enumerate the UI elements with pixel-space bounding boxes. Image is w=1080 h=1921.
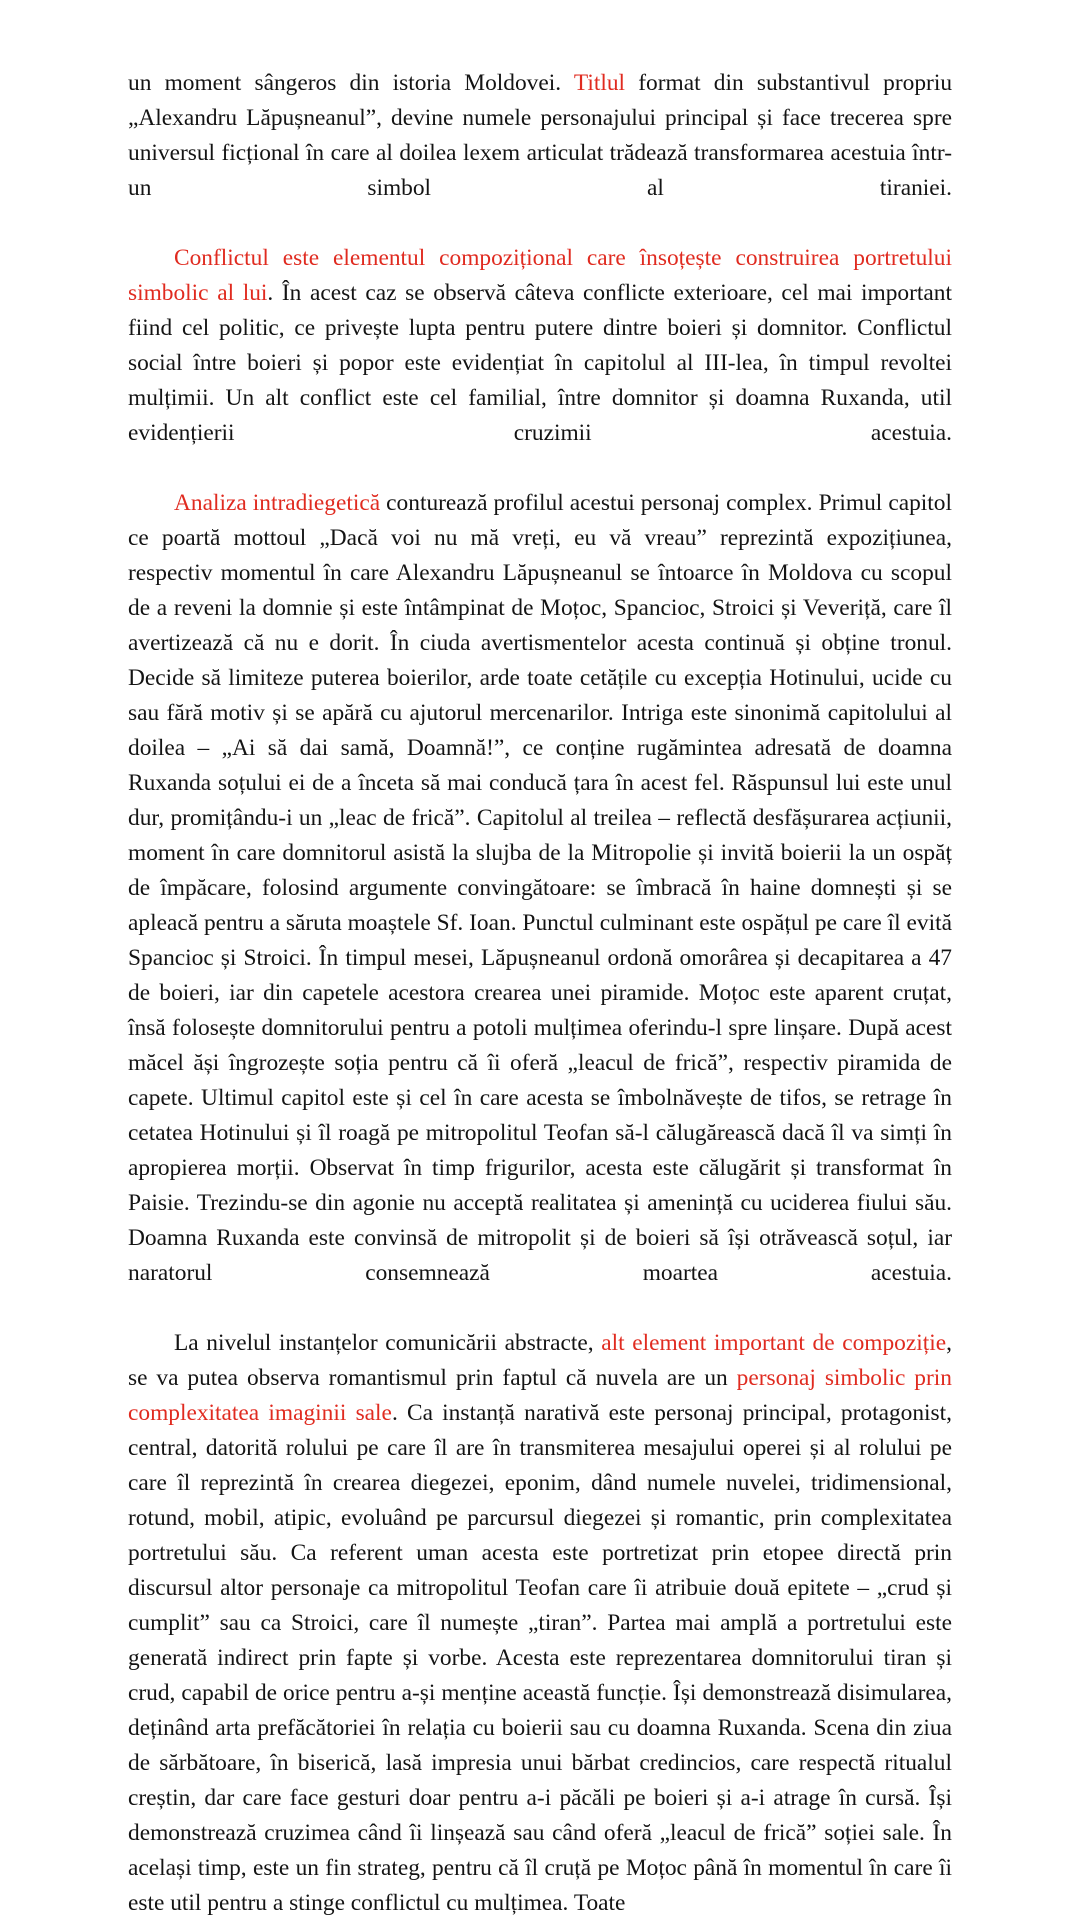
body-text: un moment sângeros din istoria Moldovei.	[128, 70, 574, 96]
body-text: . Ca instanță narativă este personaj principal, protagonist, central, datorită rolului pe care îl are în transmiterea mesajului operei și al rolului pe care îl reprezintă în crearea diegezei, eponim, dând numele nuvelei, tridimensional, rotund, mobil, atipic, evoluând pe parcursul diegezei și romantic, prin complexitatea portretului său. Ca referent uman acesta este portretizat prin etopee directă prin discursul altor personaje ca mitropolitul Teofan care îi atribuie două epitete – „crud și cumplit” sau ca Stroici, care îl numește „tiran”. Partea mai amplă a portretului este generată indirect prin fapte și vorbe. Acesta este reprezentarea domnitorului tiran și crud, capabil de orice pentru a-și menține această funcție. Își demonstrează disimularea, deținând arta prefăcătoriei în relația cu boierii sau cu doamna Ruxanda. Scena din ziua de sărbătoare, în biserică, lasă impresia unui bărbat credincios, care respectă ritualul creștin, dar care face gesturi doar pentru a-i păcăli pe boieri și a-i atrage în cursă. Își demonstrează cruzimea când îi linșează sau când oferă „leacul de frică” soției sale. În același timp, este un fin strateg, pentru că îl cruță pe Moțoc până în momentul în care îi este util pentru a stinge conflictul cu mulțimea. Toate	[128, 1400, 952, 1916]
highlighted-text: Analiza intradiegetică	[174, 490, 381, 516]
highlighted-text: personaj simbolic prin complexitatea imaginii sale	[128, 1365, 952, 1426]
text-column	[128, 66, 952, 1921]
paragraph-p2	[128, 241, 952, 486]
body-text: , se va putea observa romantismul prin faptul că nuvela are un	[128, 1330, 953, 1391]
body-text: format din substantivul propriu „Alexandru Lăpușneanul”, devine numele personajului principal și face trecerea spre universul ficțional în care al doilea lexem articulat trădează transformarea acestuia într-un simbol al tiraniei.	[128, 70, 953, 201]
paragraph-p1	[128, 66, 952, 241]
paragraph-p4	[128, 1326, 952, 1921]
paragraph-p3	[128, 486, 952, 1326]
highlighted-text: Titlul	[573, 70, 626, 96]
body-text: . În acest caz se observă câteva conflicte exterioare, cel mai important fiind cel politic, ce privește lupta pentru putere dintre boieri și domnitor. Conflictul social între boieri și popor este evidențiat în capitolul al III-lea, în timpul revoltei mulțimii. Un alt conflict este cel familial, între domnitor și doamna Ruxanda, util evidențierii cruzimii acestuia.	[128, 280, 952, 446]
highlighted-text: Conflictul este elementul compozițional care însoțește construirea portretului simbolic al lui	[128, 245, 952, 306]
body-text: La nivelul instanțelor comunicării abstracte,	[174, 1330, 602, 1356]
body-text: conturează profilul acestui personaj complex. Primul capitol ce poartă mottoul „Dacă voi nu mă vreți, eu vă vreau” reprezintă expozițiunea, respectiv momentul în care Alexandru Lăpușneanul se întoarce în Moldova cu scopul de a reveni la domnie și este întâmpinat de Moțoc, Spancioc, Stroici și Veveriță, care îl avertizează că nu e dorit. În ciuda avertismentelor acesta continuă și obține tronul. Decide să limiteze puterea boierilor, arde toate cetățile cu excepția Hotinului, ucide cu sau fără motiv și se apără cu ajutorul mercenarilor. Intriga este sinonimă capitolului al doilea – „Ai să dai samă, Doamnă!”, ce conține rugămintea adresată de doamna Ruxanda soțului ei de a înceta să mai conducă țara în acest fel. Răspunsul lui este unul dur, promițându-i un „leac de frică”. Capitolul al treilea – reflectă desfășurarea acțiunii, moment în care domnitorul asistă la slujba de la Mitropolie și invită boierii la un ospăț de împăcare, folosind argumente convingătoare: se îmbracă în haine domnești și se apleacă pentru a săruta moaștele Sf. Ioan. Punctul culminant este ospățul pe care îl evită Spancioc și Stroici. În timpul mesei, Lăpușneanul ordonă omorârea și decapitarea a 47 de boieri, iar din capetele acestora crearea unei piramide. Moțoc este aparent cruțat, însă folosește domnitorului pentru a potoli mulțimea oferindu-l spre linșare. După acest măcel ăși îngrozește soția pentru că îi oferă „leacul de frică”, respectiv piramida de capete. Ultimul capitol este și cel în care acesta se îmbolnăvește de tifos, se retrage în cetatea Hotinului și îl roagă pe mitropolitul Teofan să-l călugărească dacă îl va simți în apropierea morții. Observat în timp frigurilor, acesta este călugărit și transformat în Paisie. Trezindu-se din agonie nu acceptă realitatea și amenință cu uciderea fiului său. Doamna Ruxanda este convinsă de mitropolit și de boieri să își otrăvească soțul, iar naratorul consemnează moartea acestuia.	[128, 490, 952, 1286]
highlighted-text: alt element important de compoziție	[601, 1330, 947, 1356]
